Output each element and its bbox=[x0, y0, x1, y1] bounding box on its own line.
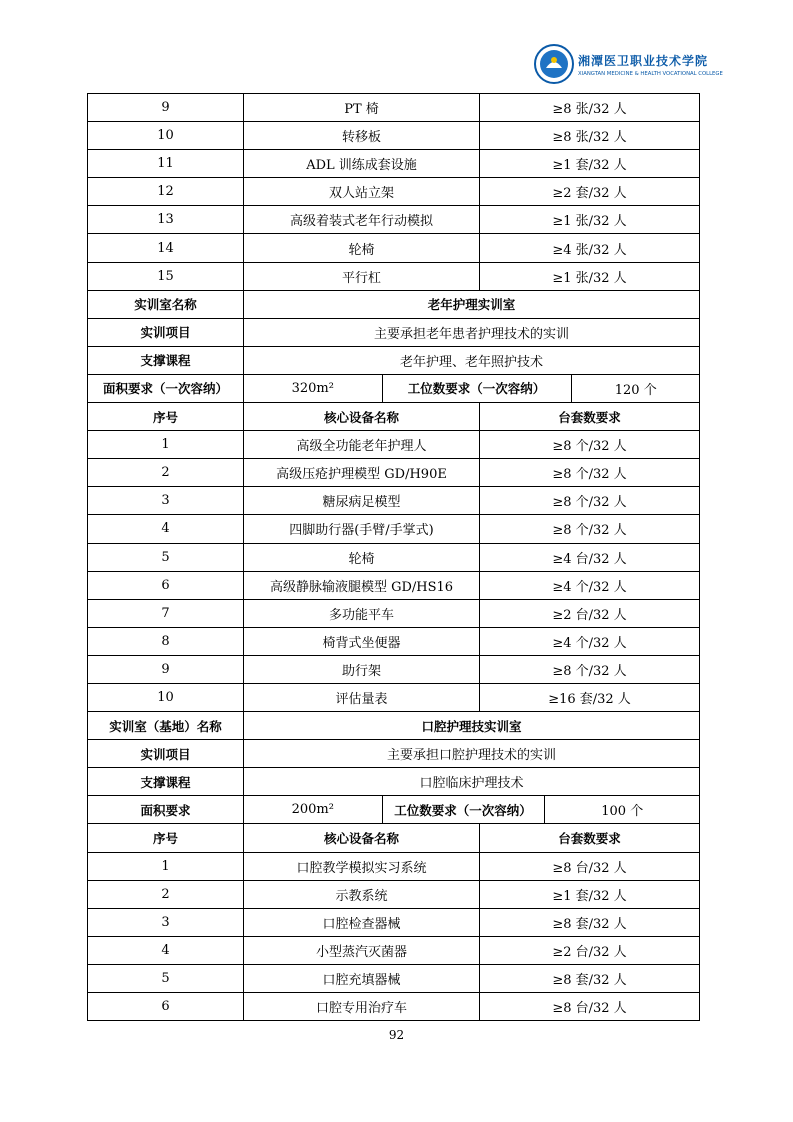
quantity-requirement: ≥8 张/32 人 bbox=[480, 122, 700, 150]
quantity-requirement: ≥4 台/32 人 bbox=[480, 543, 700, 571]
table-row bbox=[88, 880, 700, 908]
quantity-requirement: ≥2 台/32 人 bbox=[480, 599, 700, 627]
station-value: 120 个 bbox=[571, 375, 700, 402]
equipment-name: PT 椅 bbox=[244, 94, 480, 122]
equipment-name: 示教系统 bbox=[244, 880, 480, 908]
training-project-row bbox=[88, 740, 700, 768]
quantity-requirement: ≥8 台/32 人 bbox=[480, 993, 700, 1021]
table-row bbox=[88, 936, 700, 964]
support-course-row bbox=[88, 346, 700, 374]
lab-name-value: 老年护理实训室 bbox=[244, 290, 700, 318]
row-number: 1 bbox=[88, 431, 244, 459]
table-row bbox=[88, 571, 700, 599]
table-row bbox=[88, 178, 700, 206]
quantity-requirement: ≥8 套/32 人 bbox=[480, 908, 700, 936]
column-header-row bbox=[88, 824, 700, 852]
table-row bbox=[88, 908, 700, 936]
college-emblem-icon bbox=[534, 44, 574, 84]
quantity-requirement: ≥8 张/32 人 bbox=[480, 94, 700, 122]
table-row bbox=[88, 655, 700, 683]
quantity-requirement: ≥8 个/32 人 bbox=[480, 655, 700, 683]
quantity-requirement: ≥1 张/32 人 bbox=[480, 262, 700, 290]
column-header-equipment: 核心设备名称 bbox=[244, 824, 480, 852]
table-row bbox=[88, 543, 700, 571]
table-row bbox=[88, 515, 700, 543]
table-row bbox=[88, 627, 700, 655]
station-value: 100 个 bbox=[544, 796, 700, 823]
quantity-requirement: ≥8 个/32 人 bbox=[480, 515, 700, 543]
lab-name-label: 实训室（基地）名称 bbox=[88, 712, 244, 740]
table-row bbox=[88, 487, 700, 515]
row-number: 15 bbox=[88, 262, 244, 290]
quantity-requirement: ≥1 套/32 人 bbox=[480, 880, 700, 908]
equipment-name: 轮椅 bbox=[244, 234, 480, 262]
equipment-name: 多功能平车 bbox=[244, 599, 480, 627]
lab-name-value: 口腔护理技实训室 bbox=[244, 712, 700, 740]
table-row bbox=[88, 150, 700, 178]
equipment-name: 高级压疮护理模型 GD/H90E bbox=[244, 459, 480, 487]
equipment-name: 糖尿病足模型 bbox=[244, 487, 480, 515]
column-header-number: 序号 bbox=[88, 403, 244, 431]
equipment-name: 椅背式坐便器 bbox=[244, 627, 480, 655]
row-number: 11 bbox=[88, 150, 244, 178]
row-number: 2 bbox=[88, 880, 244, 908]
area-label: 面积要求 bbox=[88, 796, 244, 824]
college-logo bbox=[534, 44, 723, 94]
area-station-cell bbox=[244, 374, 700, 402]
area-row bbox=[88, 374, 700, 402]
equipment-name: 助行架 bbox=[244, 655, 480, 683]
table-row bbox=[88, 234, 700, 262]
column-header-row bbox=[88, 403, 700, 431]
row-number: 10 bbox=[88, 122, 244, 150]
table-row bbox=[88, 206, 700, 234]
equipment-name: 高级全功能老年护理人 bbox=[244, 431, 480, 459]
support-course-value: 老年护理、老年照护技术 bbox=[244, 346, 700, 374]
equipment-name: ADL 训练成套设施 bbox=[244, 150, 480, 178]
training-project-row bbox=[88, 318, 700, 346]
quantity-requirement: ≥4 个/32 人 bbox=[480, 571, 700, 599]
table-row bbox=[88, 993, 700, 1021]
lab-name-row bbox=[88, 712, 700, 740]
row-number: 12 bbox=[88, 178, 244, 206]
row-number: 8 bbox=[88, 627, 244, 655]
training-project-label: 实训项目 bbox=[88, 740, 244, 768]
quantity-requirement: ≥4 张/32 人 bbox=[480, 234, 700, 262]
equipment-name: 轮椅 bbox=[244, 543, 480, 571]
equipment-name: 小型蒸汽灭菌器 bbox=[244, 936, 480, 964]
lab-name-label: 实训室名称 bbox=[88, 290, 244, 318]
equipment-name: 口腔充填器械 bbox=[244, 964, 480, 992]
quantity-requirement: ≥8 套/32 人 bbox=[480, 964, 700, 992]
quantity-requirement: ≥1 张/32 人 bbox=[480, 206, 700, 234]
equipment-name: 口腔专用治疗车 bbox=[244, 993, 480, 1021]
equipment-name: 转移板 bbox=[244, 122, 480, 150]
table-row bbox=[88, 852, 700, 880]
column-header-equipment: 核心设备名称 bbox=[244, 403, 480, 431]
area-station-cell bbox=[244, 796, 700, 824]
equipment-name: 口腔教学模拟实习系统 bbox=[244, 852, 480, 880]
support-course-value: 口腔临床护理技术 bbox=[244, 768, 700, 796]
table-row bbox=[88, 431, 700, 459]
equipment-table bbox=[87, 93, 700, 1021]
logo-name-en: XIANGTAN MEDICINE & HEALTH VOCATIONAL COLLEGE bbox=[578, 71, 723, 77]
row-number: 3 bbox=[88, 487, 244, 515]
row-number: 5 bbox=[88, 964, 244, 992]
support-course-label: 支撑课程 bbox=[88, 768, 244, 796]
area-value: 320m² bbox=[291, 380, 334, 396]
equipment-name: 四脚助行器(手臂/手掌式) bbox=[244, 515, 480, 543]
row-number: 6 bbox=[88, 993, 244, 1021]
equipment-name: 平行杠 bbox=[244, 262, 480, 290]
row-number: 10 bbox=[88, 683, 244, 711]
page-number: 92 bbox=[388, 1028, 405, 1042]
quantity-requirement: ≥4 个/32 人 bbox=[480, 627, 700, 655]
area-label: 面积要求（一次容纳） bbox=[88, 374, 244, 402]
table-row bbox=[88, 459, 700, 487]
area-value: 200m² bbox=[291, 802, 334, 818]
table-row bbox=[88, 122, 700, 150]
training-project-value: 主要承担口腔护理技术的实训 bbox=[244, 740, 700, 768]
equipment-name: 高级着装式老年行动模拟 bbox=[244, 206, 480, 234]
quantity-requirement: ≥16 套/32 人 bbox=[480, 683, 700, 711]
area-row bbox=[88, 796, 700, 824]
quantity-requirement: ≥2 台/32 人 bbox=[480, 936, 700, 964]
table-row bbox=[88, 94, 700, 122]
table-row bbox=[88, 683, 700, 711]
column-header-quantity: 台套数要求 bbox=[480, 824, 700, 852]
table-row bbox=[88, 599, 700, 627]
support-course-row bbox=[88, 768, 700, 796]
row-number: 6 bbox=[88, 571, 244, 599]
row-number: 1 bbox=[88, 852, 244, 880]
table-row bbox=[88, 262, 700, 290]
training-project-value: 主要承担老年患者护理技术的实训 bbox=[244, 318, 700, 346]
station-label: 工位数要求（一次容纳） bbox=[382, 796, 544, 823]
quantity-requirement: ≥8 台/32 人 bbox=[480, 852, 700, 880]
row-number: 5 bbox=[88, 543, 244, 571]
row-number: 3 bbox=[88, 908, 244, 936]
equipment-name: 高级静脉输液腿模型 GD/HS16 bbox=[244, 571, 480, 599]
quantity-requirement: ≥8 个/32 人 bbox=[480, 459, 700, 487]
equipment-name: 评估量表 bbox=[244, 683, 480, 711]
row-number: 7 bbox=[88, 599, 244, 627]
row-number: 9 bbox=[88, 94, 244, 122]
row-number: 13 bbox=[88, 206, 244, 234]
column-header-number: 序号 bbox=[88, 824, 244, 852]
quantity-requirement: ≥2 套/32 人 bbox=[480, 178, 700, 206]
equipment-name: 双人站立架 bbox=[244, 178, 480, 206]
quantity-requirement: ≥1 套/32 人 bbox=[480, 150, 700, 178]
column-header-quantity: 台套数要求 bbox=[480, 403, 700, 431]
table-row bbox=[88, 964, 700, 992]
quantity-requirement: ≥8 个/32 人 bbox=[480, 431, 700, 459]
row-number: 9 bbox=[88, 655, 244, 683]
equipment-name: 口腔检查器械 bbox=[244, 908, 480, 936]
support-course-label: 支撑课程 bbox=[88, 346, 244, 374]
station-label: 工位数要求（一次容纳） bbox=[382, 375, 571, 402]
training-project-label: 实训项目 bbox=[88, 318, 244, 346]
row-number: 2 bbox=[88, 459, 244, 487]
row-number: 4 bbox=[88, 515, 244, 543]
logo-name-cn: 湘潭医卫职业技术学院 bbox=[578, 54, 709, 68]
row-number: 4 bbox=[88, 936, 244, 964]
row-number: 14 bbox=[88, 234, 244, 262]
quantity-requirement: ≥8 个/32 人 bbox=[480, 487, 700, 515]
lab-name-row bbox=[88, 290, 700, 318]
